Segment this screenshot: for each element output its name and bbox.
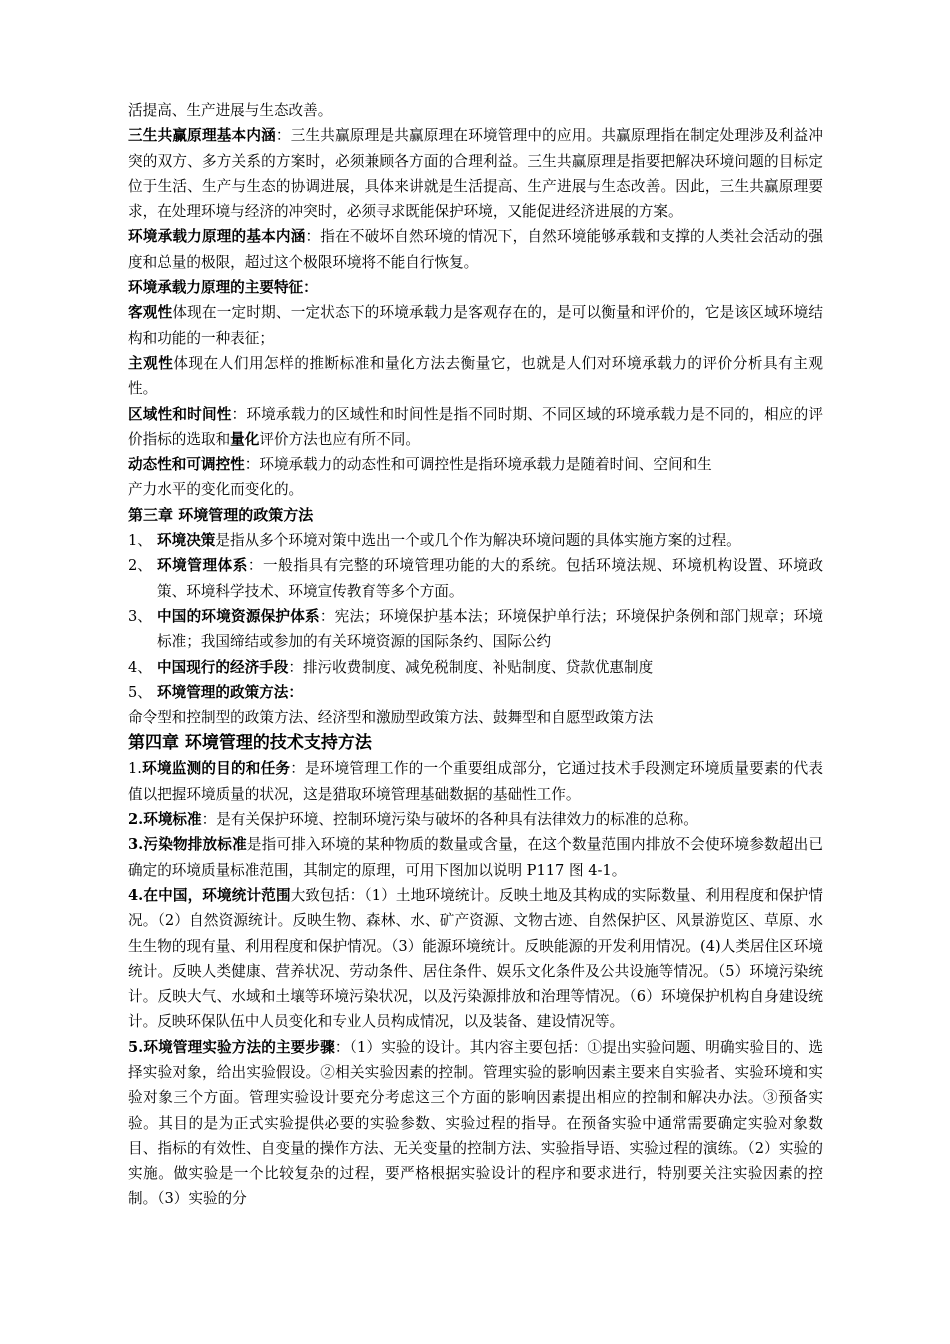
term-subjective: 主观性 xyxy=(128,354,174,372)
text-subjective: 体现在人们用怎样的推断标准和量化方法去衡量它，也就是人们对环境承载力的评价分析具有主观性。 xyxy=(128,354,823,398)
paragraph-statistics: 4.在中国，环境统计范围大致包括：（1）土地环境统计。反映土地及其构成的实际数量、利用程度和保护情况。（2）自然资源统计。反映生物、森林、水、矿产资源、文物古迹、自然保护区、风景游览区、草原、水生生物的现有量、利用程度和保护情况。（3）能源环境统计。反映能源的开发利用情况。(4)人类居住区环境统计。反映人类健康、营养状况、劳动条件、居住条件、娱乐文化条件及公共设施等情况。（5）环境污染统计。反映大气、水域和土壤等环境污染状况，以及污染源排放和治理等情况。（6）环境保护机构自身建设统计。反映环保队伍中人员变化和专业人员构成情况，以及装备、建设情况等。 xyxy=(128,886,823,1031)
term-objective: 客观性 xyxy=(128,304,173,322)
term-sansheng: 三生共赢原理基本内涵 xyxy=(128,127,276,145)
paragraph-standards: 2.环境标准：是有关保护环境、控制环境污染与破坏的各种具有法律效力的标准的总称。 xyxy=(128,811,698,829)
paragraph-sansheng xyxy=(128,123,823,224)
chapter4-title: 第四章 环境管理的技术支持方法 xyxy=(128,733,372,754)
chapter3-title: 第三章 环境管理的政策方法 xyxy=(128,505,314,524)
list-item: 4、 中国现行的经济手段：排污收费制度、减免税制度、补贴制度、贷款优惠制度 xyxy=(128,658,654,676)
paragraph-monitoring: 1.环境监测的目的和任务：是环境管理工作的一个重要组成部分，它通过技术手段测定环境质量要素的代表值以把握环境质量的状况，这是猎取环境管理基础数据的基础性工作。 xyxy=(128,760,823,803)
policy-methods: 命令型和控制型的政策方法、经济型和激励型政策方法、鼓舞型和自愿型政策方法 xyxy=(128,709,654,727)
paragraph-subjective xyxy=(128,351,823,402)
paragraph-emission: 3.污染物排放标准是指可排入环境的某种物质的数量或含量，在这个数量范围内排放不会使环境参数超出已确定的环境质量标准范围，其制定的原理，可用下图加以说明 P117 图 4-1。 xyxy=(128,836,823,879)
paragraph-experiment: 5.环境管理实验方法的主要步骤：（1）实验的设计。其内容主要包括：①提出实验问题、明确实验目的、选择实验对象，给出实验假设。②相关实验因素的控制。管理实验的影响因素主要来自实验者、实验环境和实验对象三个方面。管理实验设计要充分考虑这三个方面的影响因素提出相应的控制和解决办法。③预备实验。其目的是为正式实验提供必要的实验参数、实验过程的指导。在预备实验中通常需要确定实验对象数目、指标的有效性、自变量的操作方法、无关变量的控制方法、实验指导语、实验过程的演练。（2）实验的实施。做实验是一个比较复杂的过程，要严格根据实验设计的程序和要求进行，特别要关注实验因素的控制。（3）实验的分 xyxy=(128,1038,823,1208)
list-item: 1、 环境决策是指从多个环境对策中选出一个或几个作为解决环境问题的具体实施方案的过程。 xyxy=(128,532,741,550)
text-sansheng: ：三生共赢原理是共赢原理在环境管理中的应用。共赢原理指在制定处理涉及利益冲突的双方、多方关系的方案时，必须兼顾各方面的合理利益。三生共赢原理是指要把解决环境问题的目标定位于生活、生产与生态的协调进展，具体来讲就是生活提高、生产进展与生态改善。因此，三生共赢原理要求，在处理环境与经济的冲突时，必须寻求既能保护环境，又能促进经济进展的方案。 xyxy=(128,127,823,221)
page-content xyxy=(128,98,823,1212)
list-item: 2、 环境管理体系：一般指具有完整的环境管理功能的大的系统。包括环境法规、环境机构设置、环境政策、环境科学技术、环境宣传教育等多个方面。 xyxy=(128,557,823,600)
paragraph-dynamic: 动态性和可调控性：环境承载力的动态性和可调控性是指环境承载力是随着时间、空间和生 产力水平的变化而变化的。 xyxy=(128,456,712,499)
text-capacity: ：指在不破坏自然环境的情况下，自然环境能够承载和支撑的人类社会活动的强度和总量的极限，超过这个极限环境将不能自行恢复。 xyxy=(128,228,823,271)
list-item: 3、 中国的环境资源保护体系：宪法；环境保护基本法；环境保护单行法；环境保护条例和部门规章；环境标准；我国缔结或参加的有关环境资源的国际条约、国际公约 xyxy=(128,607,823,651)
paragraph-capacity xyxy=(128,224,823,275)
paragraph-objective xyxy=(128,300,823,351)
term-capacity: 环境承载力原理的基本内涵 xyxy=(128,228,306,246)
text-objective: 体现在一定时期、一定状态下的环境承载力是客观存在的，是可以衡量和评价的，它是该区域环境结构和功能的一种表征； xyxy=(128,304,823,347)
term-dynamic: 动态性和可调控性 xyxy=(128,456,245,474)
list-item: 5、 环境管理的政策方法： xyxy=(128,683,303,701)
paragraph-regional: 区域性和时间性：环境承载力的区域性和时间性是指不同时期、不同区域的环境承载力是不同的，相应的评价指标的选取和量化评价方法也应有所不同。 xyxy=(128,405,823,448)
features-heading: 环境承载力原理的主要特征： xyxy=(128,279,318,297)
paragraph-intro-end: 活提高、生产进展与生态改善。 xyxy=(128,102,333,119)
term-regional: 区域性和时间性 xyxy=(128,405,232,423)
